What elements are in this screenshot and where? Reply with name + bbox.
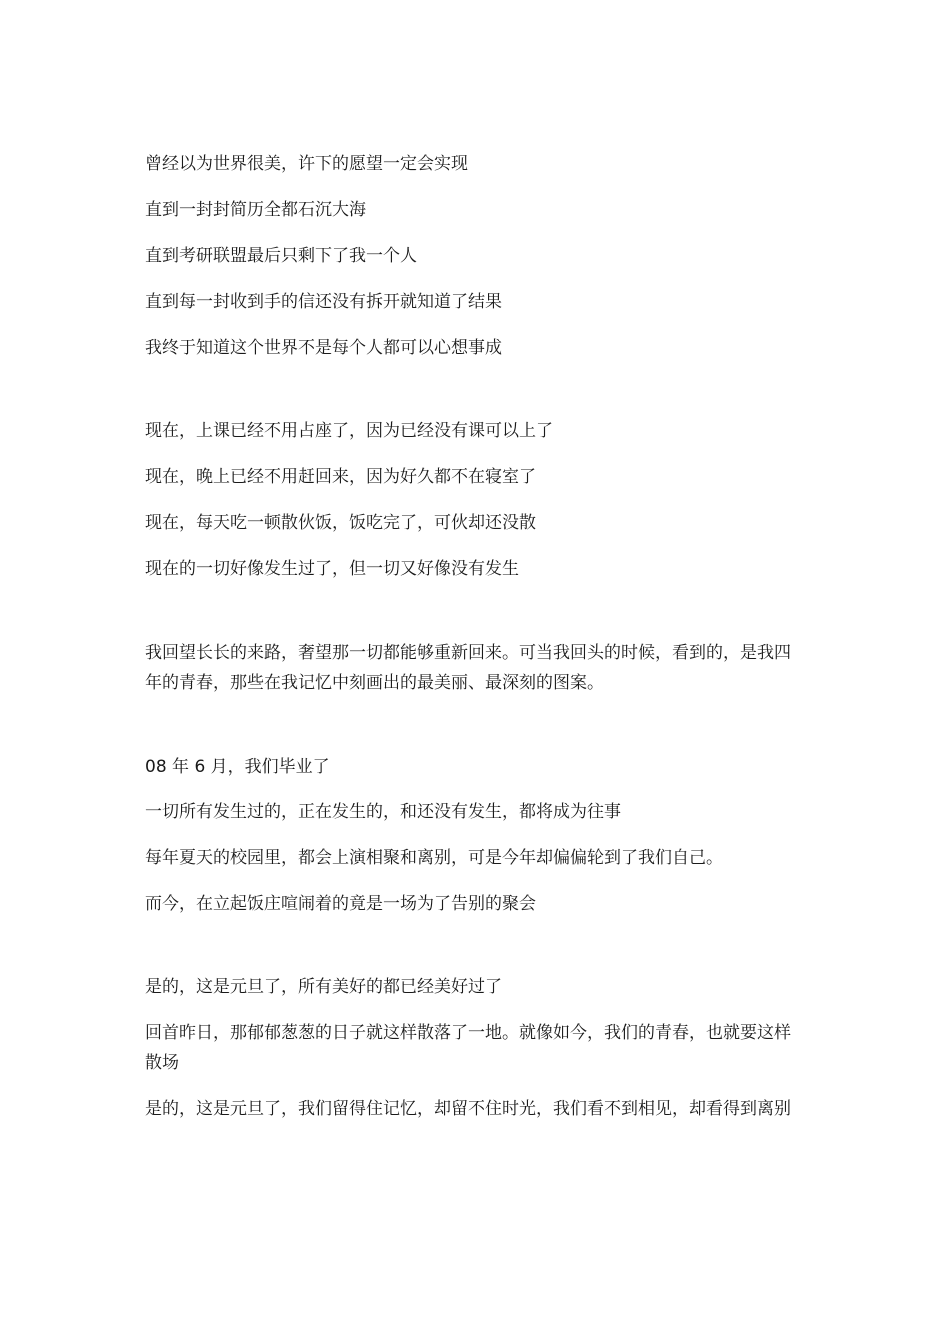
paragraph: 现在的一切好像发生过了，但一切又好像没有发生 <box>145 559 519 579</box>
paragraph: 现在，晚上已经不用赶回来，因为好久都不在寝室了 <box>145 467 536 487</box>
paragraph: 是的，这是元旦了，我们留得住记忆，却留不住时光，我们看不到相见，却看得到离别 <box>145 1099 791 1119</box>
paragraph: 直到每一封收到手的信还没有拆开就知道了结果 <box>145 292 502 312</box>
paragraph: 08 年 6 月，我们毕业了 <box>145 757 330 777</box>
paragraph: 曾经以为世界很美，许下的愿望一定会实现 <box>145 154 468 174</box>
paragraph: 我回望长长的来路，奢望那一切都能够重新回来。可当我回头的时候，看到的，是我四年的青春，那些在我记忆中刻画出的最美丽、最深刻的图案。 <box>145 643 791 693</box>
paragraph: 我终于知道这个世界不是每个人都可以心想事成 <box>145 338 502 358</box>
paragraph: 现在，每天吃一顿散伙饭，饭吃完了，可伙却还没散 <box>145 513 536 533</box>
paragraph: 每年夏天的校园里，都会上演相聚和离别，可是今年却偏偏轮到了我们自己。 <box>145 848 723 868</box>
paragraph: 回首昨日，那郁郁葱葱的日子就这样散落了一地。就像如今，我们的青春，也就要这样散场 <box>145 1023 791 1073</box>
paragraph: 而今，在立起饭庄喧闹着的竟是一场为了告别的聚会 <box>145 894 536 914</box>
paragraph: 一切所有发生过的，正在发生的，和还没有发生，都将成为往事 <box>145 802 621 822</box>
paragraph: 是的，这是元旦了，所有美好的都已经美好过了 <box>145 977 502 997</box>
paragraph: 直到一封封简历全都石沉大海 <box>145 200 366 220</box>
paragraph: 现在，上课已经不用占座了，因为已经没有课可以上了 <box>145 421 553 441</box>
paragraph: 直到考研联盟最后只剩下了我一个人 <box>145 246 417 266</box>
